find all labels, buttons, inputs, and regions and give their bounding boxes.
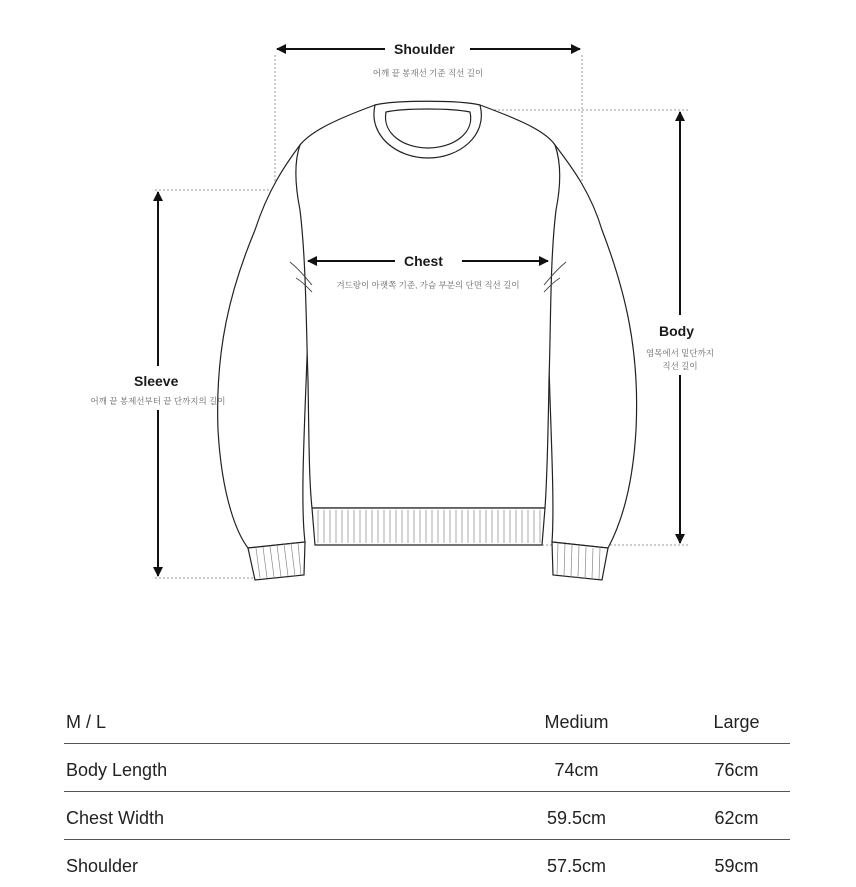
large-value: 59cm: [714, 856, 759, 876]
chest-description: 겨드랑이 아랫쪽 기준, 가슴 부분의 단면 직선 길이: [336, 280, 520, 290]
shoulder-description: 어깨 끝 봉재선 기준 직선 길이: [372, 68, 484, 78]
row-label: Body Length: [66, 760, 168, 780]
header-large: Large: [713, 712, 760, 732]
large-value: 62cm: [714, 808, 759, 828]
medium-value: 59.5cm: [546, 808, 607, 828]
header-medium: Medium: [544, 712, 609, 732]
row-label: Chest Width: [66, 808, 165, 828]
medium-value: 74cm: [554, 760, 599, 780]
sleeve-label: Sleeve: [130, 373, 182, 389]
table-row: [64, 792, 790, 840]
body-label: Body: [655, 323, 698, 339]
sweatshirt-outline: [218, 101, 637, 580]
table-row: [64, 840, 790, 887]
size-table-header: [64, 700, 790, 744]
body-description-line2: 직선 길이: [662, 361, 698, 371]
row-label: Shoulder: [66, 856, 139, 876]
medium-value: 57.5cm: [546, 856, 607, 876]
sleeve-description: 어깨 끝 봉제선부터 끝 단까지의 길이: [90, 396, 226, 406]
large-value: 76cm: [714, 760, 759, 780]
body-description-line1: 염목에서 밑단까지: [645, 348, 715, 358]
header-size-type: M / L: [66, 712, 107, 732]
shoulder-label: Shoulder: [390, 41, 459, 57]
table-row: [64, 744, 790, 792]
size-table: [64, 700, 790, 887]
chest-label: Chest: [400, 253, 447, 269]
